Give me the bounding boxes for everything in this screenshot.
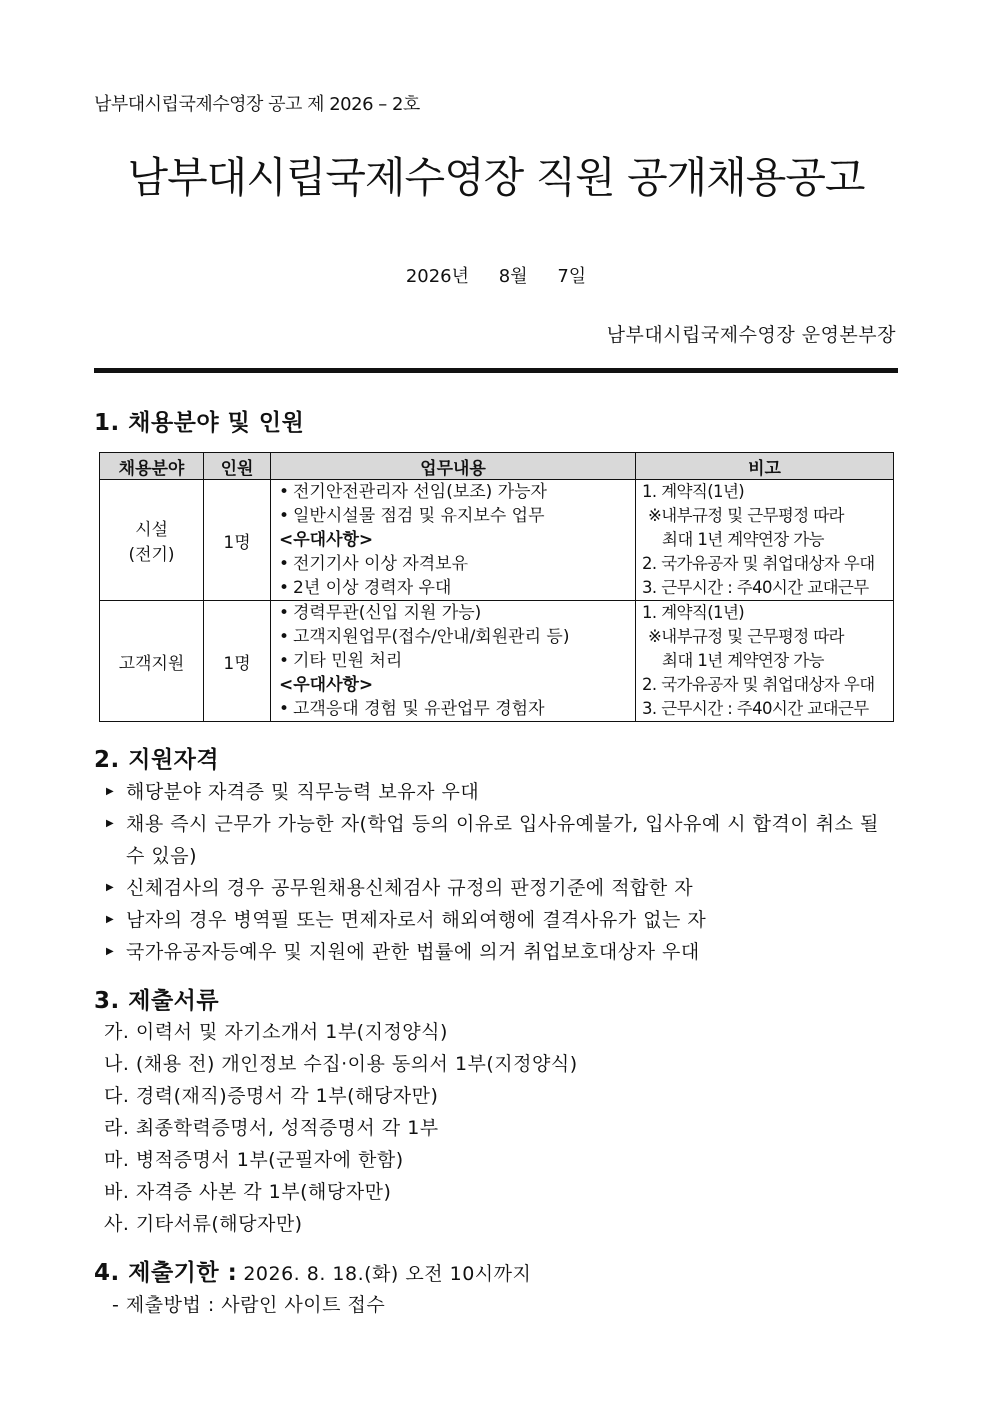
note-line: 1. 계약직(1년): [642, 482, 745, 501]
notice-number: 남부대시립국제수영장 공고 제 2026 – 2호: [94, 94, 420, 115]
deadline-text: 2026. 8. 18.(화) 오전 10시까지: [243, 1263, 532, 1285]
note-line: ※내부규정 및 근무평정 따라: [648, 627, 844, 646]
section3-heading: 3. 제출서류: [94, 988, 220, 1014]
qualification-list: [106, 776, 901, 968]
list-item: ▶ 채용 즉시 근무가 가능한 자(학업 등의 이유로 입사유예불가, 입사유예 시 합격이 취소 될 수 있음): [106, 808, 901, 872]
preference-label: <우대사항>: [279, 530, 374, 550]
section4-heading: 4. 제출기한 : 2026. 8. 18.(화) 오전 10시까지: [94, 1260, 532, 1286]
row-notes: [636, 601, 894, 722]
list-item: ▶ 남자의 경우 병역필 또는 면제자로서 해외여행에 결격사유가 없는 자: [106, 904, 901, 936]
triangle-bullet-icon: ▶: [106, 946, 115, 957]
triangle-bullet-icon: ▶: [106, 914, 115, 925]
note-line: 3. 근무시간 : 주40시간 교대근무: [642, 699, 869, 718]
header-count: 인원: [204, 453, 271, 480]
note-line: 1. 계약직(1년): [642, 603, 745, 622]
page-title: 남부대시립국제수영장 직원 공개채용공고: [127, 153, 865, 202]
table-row: [100, 480, 894, 601]
row-count: 1명: [204, 601, 271, 722]
header-field: 채용분야: [100, 453, 204, 480]
documents-list: [104, 1016, 578, 1240]
row-duties: [271, 601, 636, 722]
duty-item: • 일반시설물 점검 및 유지보수 업무: [279, 504, 631, 528]
note-line: 2. 국가유공자 및 취업대상자 우대: [642, 554, 875, 573]
triangle-bullet-icon: ▶: [106, 882, 115, 893]
list-item: 나. (채용 전) 개인정보 수집·이용 동의서 1부(지정양식): [104, 1053, 578, 1075]
note-line: 2. 국가유공자 및 취업대상자 우대: [642, 675, 875, 694]
row-field: 고객지원: [100, 601, 204, 722]
triangle-bullet-icon: ▶: [106, 786, 115, 797]
date-day: 7일: [557, 266, 587, 287]
date-month: 8월: [498, 266, 528, 287]
submission-method: - 제출방법 : 사람인 사이트 접수: [112, 1294, 386, 1316]
row-field: 시설 (전기): [100, 480, 204, 601]
date-year: 2026년: [405, 266, 470, 287]
row-duties: [271, 480, 636, 601]
list-item: 다. 경력(재직)증명서 각 1부(해당자만): [104, 1085, 439, 1107]
note-line: 최대 1년 계약연장 가능: [662, 651, 824, 670]
note-line: ※내부규정 및 근무평정 따라: [648, 506, 844, 525]
duty-item: • 전기안전관리자 선임(보조) 가능자: [279, 480, 631, 504]
row-notes: [636, 480, 894, 601]
list-item: ▶ 신체검사의 경우 공무원채용신체검사 규정의 판정기준에 적합한 자: [106, 872, 901, 904]
issuer: 남부대시립국제수영장 운영본부장: [606, 324, 896, 346]
preference-item: • 고객응대 경험 및 유관업무 경험자: [279, 697, 631, 721]
duty-item: • 경력무관(신입 지원 가능): [279, 601, 631, 625]
header-notes: 비고: [636, 453, 894, 480]
announcement-date: [0, 262, 992, 288]
duty-item: • 고객지원업무(접수/안내/회원관리 등): [279, 625, 631, 649]
list-item: ▶ 국가유공자등예우 및 지원에 관한 법률에 의거 취업보호대상자 우대: [106, 936, 901, 968]
header-duties: 업무내용: [271, 453, 636, 480]
header-divider: [94, 368, 898, 373]
preference-label: <우대사항>: [279, 675, 374, 695]
note-line: 최대 1년 계약연장 가능: [662, 530, 824, 549]
table-row: [100, 601, 894, 722]
list-item: 가. 이력서 및 자기소개서 1부(지정양식): [104, 1021, 448, 1043]
list-item: 라. 최종학력증명서, 성적증명서 각 1부: [104, 1117, 439, 1139]
note-line: 3. 근무시간 : 주40시간 교대근무: [642, 578, 869, 597]
list-item: 바. 자격증 사본 각 1부(해당자만): [104, 1181, 392, 1203]
table-header-row: [100, 453, 894, 480]
row-count: 1명: [204, 480, 271, 601]
section1-heading: 1. 채용분야 및 인원: [94, 410, 305, 436]
list-item: ▶ 해당분야 자격증 및 직무능력 보유자 우대: [106, 776, 901, 808]
duty-item: • 기타 민원 처리: [279, 649, 631, 673]
triangle-bullet-icon: ▶: [106, 818, 115, 829]
list-item: 사. 기타서류(해당자만): [104, 1213, 303, 1235]
recruitment-table: [99, 452, 894, 722]
list-item: 마. 병적증명서 1부(군필자에 한함): [104, 1149, 404, 1171]
section2-heading: 2. 지원자격: [94, 747, 220, 773]
preference-item: • 전기기사 이상 자격보유: [279, 552, 631, 576]
preference-item: • 2년 이상 경력자 우대: [279, 576, 631, 600]
